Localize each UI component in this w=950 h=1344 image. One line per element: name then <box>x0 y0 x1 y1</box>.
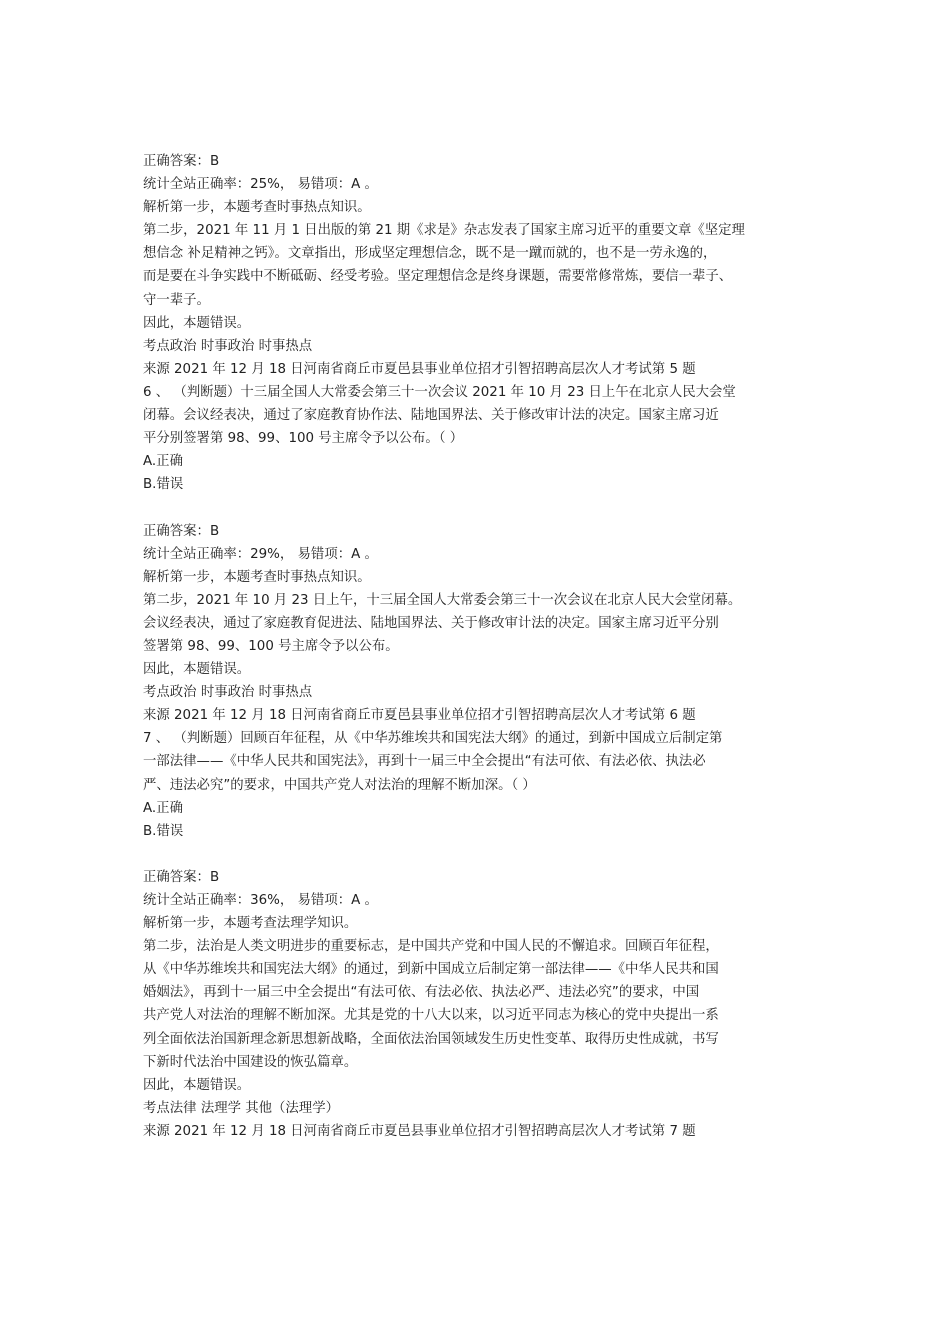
question-text-line: 闭幕。会议经表决，通过了家庭教育协作法、陆地国界法、关于修改审计法的决定。国家主席习近 <box>143 408 719 424</box>
analysis-step-two-line: 第二步，法治是人类文明进步的重要标志，是中国共产党和中国人民的不懈追求。回顾百年征程， <box>143 939 719 955</box>
analysis-step-two-line: 会议经表决，通过了家庭教育促进法、陆地国界法、关于修改审计法的决定。国家主席习近平分别 <box>143 615 719 631</box>
option-b: B.错误 <box>143 477 184 493</box>
analysis-step-two-line: 签署第 98、99、100 号主席令予以公布。 <box>143 638 399 654</box>
conclusion: 因此，本题错误。 <box>143 662 251 678</box>
correct-answer: 正确答案：B <box>143 869 220 885</box>
question-text-line: 一部法律——《中华人民共和国宪法》，再到十一届三中全会提出“有法可依、有法必依、执法必 <box>143 754 706 770</box>
analysis-step-two-line: 想信念 补足精神之钙》。文章指出，形成坚定理想信念，既不是一蹴而就的，也不是一劳永逸的， <box>143 246 717 262</box>
topic-tags: 考点政治 时事政治 时事热点 <box>143 338 313 354</box>
analysis-step-one: 解析第一步，本题考查时事热点知识。 <box>143 200 371 216</box>
topic-tags: 考点法律 法理学 其他（法理学） <box>143 1100 339 1116</box>
analysis-step-two-line: 从《中华苏维埃共和国宪法大纲》的通过，到新中国成立后制定第一部法律——《中华人民共和国 <box>143 962 719 978</box>
analysis-step-two-line: 共产党人对法治的理解不断加深。尤其是党的十八大以来，以习近平同志为核心的党中央提出一系 <box>143 1008 719 1024</box>
question-text-line: 7 、 （判断题）回顾百年征程，从《中华苏维埃共和国宪法大纲》的通过，到新中国成立后制定第 <box>143 731 723 747</box>
question-text-line: 6 、 （判断题）十三届全国人大常委会第三十一次会议 2021 年 10 月 23 日上午在北京人民大会堂 <box>143 384 736 400</box>
analysis-step-one: 解析第一步，本题考查法理学知识。 <box>143 916 358 932</box>
analysis-step-two-line: 守一辈子。 <box>143 292 210 308</box>
spacer <box>143 496 823 519</box>
analysis-step-two-line: 列全面依法治国新理念新思想新战略，全面依法治国领域发生历史性变革、取得历史性成就，书写 <box>143 1031 719 1047</box>
analysis-step-two-line: 第二步，2021 年 10 月 23 日上午，十三届全国人大常委会第三十一次会议在北京人民大会堂闭幕。 <box>143 592 742 608</box>
question-source: 来源 2021 年 12 月 18 日河南省商丘市夏邑县事业单位招才引智招聘高层次人才考试第 6 题 <box>143 708 696 724</box>
conclusion: 因此，本题错误。 <box>143 1077 251 1093</box>
conclusion: 因此，本题错误。 <box>143 315 251 331</box>
document-page <box>143 150 823 1143</box>
analysis-step-one: 解析第一步，本题考查时事热点知识。 <box>143 569 371 585</box>
accuracy-stats: 统计全站正确率：36%， 易错项：A 。 <box>143 893 378 908</box>
option-a: A.正确 <box>143 454 183 470</box>
question-source: 来源 2021 年 12 月 18 日河南省商丘市夏邑县事业单位招才引智招聘高层次人才考试第 7 题 <box>143 1123 696 1139</box>
option-b: B.错误 <box>143 823 184 839</box>
accuracy-stats: 统计全站正确率：25%， 易错项：A 。 <box>143 177 378 193</box>
correct-answer: 正确答案：B <box>143 154 220 169</box>
analysis-step-two-line: 婚姻法》，再到十一届三中全会提出“有法可依、有法必依、执法必严、违法必究”的要求，中国 <box>143 985 700 1001</box>
accuracy-stats: 统计全站正确率：29%， 易错项：A 。 <box>143 546 378 562</box>
question-text-line: 严、违法必究”的要求，中国共产党人对法治的理解不断加深。（ ） <box>143 777 536 793</box>
option-a: A.正确 <box>143 800 183 816</box>
spacer <box>143 843 823 866</box>
topic-tags: 考点政治 时事政治 时事热点 <box>143 685 313 701</box>
analysis-step-two-line: 下新时代法治中国建设的恢弘篇章。 <box>143 1054 358 1070</box>
question-source: 来源 2021 年 12 月 18 日河南省商丘市夏邑县事业单位招才引智招聘高层次人才考试第 5 题 <box>143 361 696 377</box>
analysis-step-two-line: 第二步，2021 年 11 月 1 日出版的第 21 期《求是》杂志发表了国家主席习近平的重要文章《坚定理 <box>143 223 745 239</box>
analysis-step-two-line: 而是要在斗争实践中不断砥砺、经受考验。坚定理想信念是终身课题，需要常修常炼，要信一辈子、 <box>143 269 733 285</box>
correct-answer: 正确答案：B <box>143 523 220 539</box>
question-text-line: 平分别签署第 98、99、100 号主席令予以公布。（ ） <box>143 431 464 447</box>
